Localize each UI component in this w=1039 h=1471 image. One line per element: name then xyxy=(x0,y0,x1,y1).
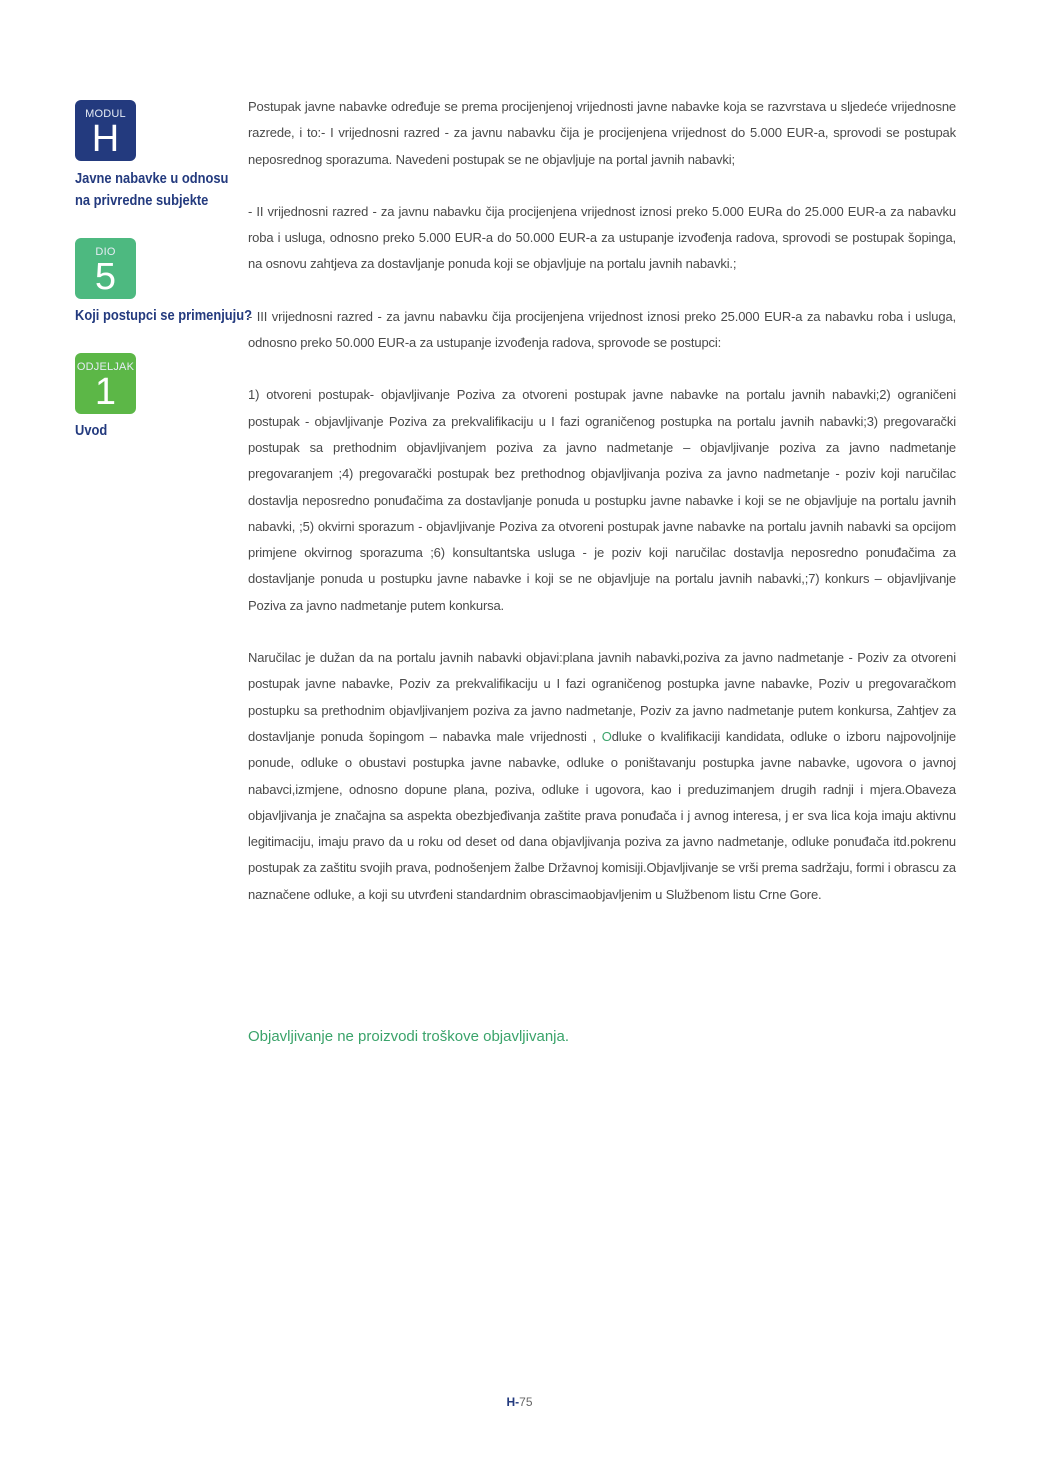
paragraph-1: Postupak javne nabavke određuje se prema procijenjenoj vrijednosti javne nabavke koja se razvrstava u sljedeće vrijednosne razrede, i to:- I vrijednosni razred - za javnu nabavku čija je procijenjena vrijednost do 5.000 EUR-a, sprovodi se postupak neposrednog sporazuma. Navedeni postupak se ne objavljuje na portal javnih nabavki; xyxy=(248,99,956,167)
paragraph-5-o: O xyxy=(601,728,612,744)
dio-label: DIO xyxy=(95,246,116,258)
dio-value: 5 xyxy=(94,256,117,298)
odjeljak-value: 1 xyxy=(94,371,117,413)
highlight-note: Objavljivanje ne proizvodi troškove objavljivanja. xyxy=(248,1028,569,1045)
modul-label: MODUL xyxy=(85,108,126,120)
paragraph-5-part1: Naručilac je dužan da na portalu javnih nabavki objavi:plana javnih nabavki,poziva za javno nadmetanje - Poziv za otvoreni postupak javne nabavke, Poziv za prekvalifikaciju u I fazi ograničenog postupka javne nabavke, Poziv u pregovaračkom postupku sa prethodnim objavljivanjem poziva za javno nadmetanje, Poziv za javno nadmetanje putem konkursa, Zahtjev za dostavljanje ponuda šopingom – nabavka male vrijednosti , xyxy=(248,650,956,744)
main-content xyxy=(248,94,956,934)
page-number xyxy=(0,1395,1039,1409)
modul-title-line2: na privredne subjekte xyxy=(75,192,209,209)
paragraph-5-part2: dluke o kvalifikaciji kandidata, odluke o izboru najpovoljnije ponude, odluke o obustavi postupka javne nabavke, odluke o poništavanju postupka javne nabavke, ugovora o javnoj nabavci,izmjene, odnosno dopune plana, poziva, odluke i ugovora, kao i preduzimanjem drugih radnji i mjera.Obaveza objavljivanja je značajna sa aspekta obezbjeđivanja zaštite prava ponuđača i j avnog interesa, j er sva lica koja imaju aktivnu legitimaciju, imaju pravo da u roku od deset od dana objavljivanja poziva za javno nadmetanje, odluke ponuđača itd.pokrenu postupak za zaštitu svojih prava, podnošenjem žalbe Državnoj komisiji.Objavljivanje se vrši prema sadržaju, formi i obrascu za naznačene odluke, a koji su utvrđeni standardnim obrascimaobjavljenim u Službenom listu Crne Gore. xyxy=(248,728,956,902)
modul-value: H xyxy=(91,118,120,160)
paragraph-4: 1) otvoreni postupak- objavljivanje Poziva za otvoreni postupak javne nabavke na portalu javnih nabavki;2) ograničeni postupak - objavljivanje Poziva za prekvalifikaciju u I fazi ograničenog postupka na portalu javnih nabavki;3) pregovarački postupak sa prethodnim objavljivanjem poziva za javno nadmetanje – objavljivanje poziva za javno nadmetanje pregovaranjem ;4) pregovarački postupak bez prethodnog objavljivanja poziva za javno nadmetanje - poziv koji naručilac dostavlja neposredno ponuđačima za dostavljanje ponuda u postupku javne nabavke i koji se ne objavljuje na portalu javnih nabavki, ;5) okvirni sporazum - objavljivanje Poziva za otvoreni postupak javne nabavke na portalu javnih nabavki sa opcijom primjene okvirnog sporazuma ;6) konsultantska usluga - je poziv koji naručilac dostavlja neposredno ponuđačima za dostavljanje ponuda u postupku javne nabavke i koji se ne objavljuje na portalu javnih nabavki,;7) konkurs – objavljivanje Poziva za javno nadmetanje putem konkursa. xyxy=(248,387,956,613)
modul-badge xyxy=(75,100,136,161)
paragraph-5 xyxy=(248,645,956,908)
dio-badge xyxy=(75,238,136,299)
odjeljak-badge xyxy=(75,353,136,414)
page-value: 75 xyxy=(519,1395,533,1409)
modul-title-line1: Javne nabavke u odnosu xyxy=(75,170,229,187)
paragraph-3: - III vrijednosni razred - za javnu nabavku čija procijenjena vrijednost iznosi preko 25.000 EUR-a za nabavku roba i usluga, odnosno preko 50.000 EUR-a za ustupanje izvođenja radova, sprovode se postupci: xyxy=(248,308,956,351)
paragraph-2: - II vrijednosni razred - za javnu nabavku čija procijenjena vrijednost iznosi preko 5.000 EURa do 25.000 EUR-a za nabavku roba i usluga, odnosno preko 5.000 EUR-a do 50.000 EUR-a za ustupanje izvođenja radova, sprovodi se postupak šopinga, na osnovu zahtjeva za dostavljanje ponuda koji se objavljuje na portalu javnih nabavki.; xyxy=(248,203,956,272)
page-prefix: H- xyxy=(506,1395,520,1409)
odjeljak-title: Uvod xyxy=(75,422,108,439)
dio-title: Koji postupci se primenjuju? xyxy=(75,307,253,324)
modul-title xyxy=(75,168,228,212)
odjeljak-label: ODJELJAK xyxy=(76,361,135,373)
